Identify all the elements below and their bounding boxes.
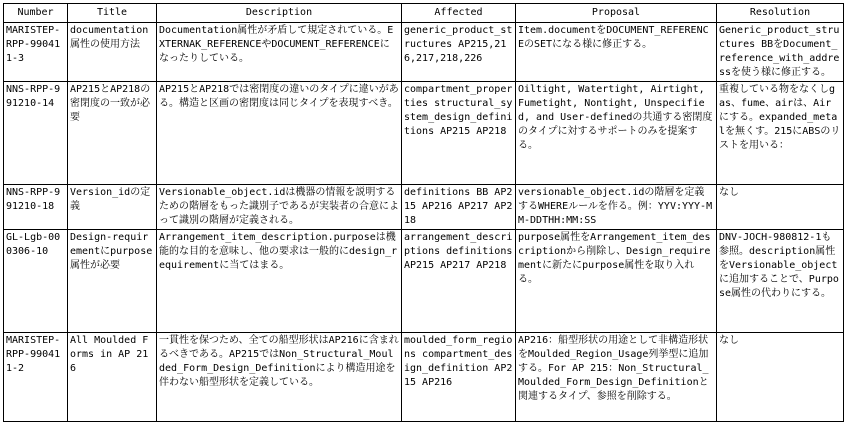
cell-title: Version_idの定義: [68, 185, 157, 230]
cell-proposal: Oiltight, Watertight, Airtight, Fumetight, Nontight, Unspecified, and User-definedの共通する密閉度のタイプに対するサポートのみを提案する。: [516, 82, 717, 185]
cell-title: Design-requirementにpurpose属性が必要: [68, 230, 157, 333]
cell-resolution: なし: [717, 333, 844, 422]
header-title: Title: [68, 4, 157, 23]
cell-resolution: Generic_product_structures BBをDocument_reference_with_addressを使う様に修正する。: [717, 23, 844, 82]
cell-number: NNS-RPP-991210-18: [4, 185, 68, 230]
cell-number: NNS-RPP-991210-14: [4, 82, 68, 185]
cell-affected: compartment_properties structural_system_design_definitions AP215 AP218: [402, 82, 516, 185]
cell-affected: generic_product_structures AP215,216,217,218,226: [402, 23, 516, 82]
cell-title: documentation属性の使用方法: [68, 23, 157, 82]
table-row: [4, 82, 844, 185]
cell-description: Documentation属性が矛盾して規定されている。EXTERNAK_REFERENCEやDOCUMENT_REFERENCEになったりしている。: [157, 23, 402, 82]
cell-description: 一貫性を保つため、全ての船型形状はAP216に含まれるべきである。AP215ではNon_Structural_Moulded_Form_Design_Definitionにより構造用途を伴わない船型形状を定義している。: [157, 333, 402, 422]
cell-affected: arrangement_descriptions definitions AP215 AP217 AP218: [402, 230, 516, 333]
header-row: [4, 4, 844, 23]
cell-resolution: なし: [717, 185, 844, 230]
table-row: [4, 23, 844, 82]
cell-title: All Moulded Forms in AP 216: [68, 333, 157, 422]
header-proposal: Proposal: [516, 4, 717, 23]
cell-description: Arrangement_item_description.purposeは機能的な目的を意味し、他の要求は一般的にdesign_requirementに当てはまる。: [157, 230, 402, 333]
cell-resolution: DNV-JOCH-980812-1も参照。description属性をVersionable_objectに追加することで、Purpose属性の代わりにする。: [717, 230, 844, 333]
cell-description: Versionable_object.idは機器の情報を説明するための階層をもった識別子であるが実装者の合意によって識別の階層が定義される。: [157, 185, 402, 230]
header-resolution: Resolution: [717, 4, 844, 23]
cell-number: MARISTEP-RPP-990411-3: [4, 23, 68, 82]
issues-table: [3, 3, 844, 422]
cell-affected: definitions BB AP215 AP216 AP217 AP218: [402, 185, 516, 230]
cell-description: AP215とAP218では密閉度の違いのタイプに違いがある。構造と区画の密閉度は同じタイプを表現すべき。: [157, 82, 402, 185]
cell-affected: moulded_form_regions compartment_design_definition AP215 AP216: [402, 333, 516, 422]
cell-proposal: Item.documentをDOCUMENT_REFERENCEのSETになる様に修正する。: [516, 23, 717, 82]
header-description: Description: [157, 4, 402, 23]
cell-number: MARISTEP-RPP-990411-2: [4, 333, 68, 422]
table-row: [4, 230, 844, 333]
table-row: [4, 333, 844, 422]
cell-proposal: AP216：船型形状の用途として非構造形状をMoulded_Region_Usage列挙型に追加する。For AP 215：Non_Structural_Moulded_Form_Design_Definitionと関連するタイプ、参照を削除する。: [516, 333, 717, 422]
cell-proposal: versionable_object.idの階層を定義するWHEREルールを作る。例：YYV:YYY-MM-DDTHH:MM:SS: [516, 185, 717, 230]
cell-resolution: 重複している物をなくしgas、fume、airは、Airにする。expanded_metalを無くす。215にABSのリストを用いる：: [717, 82, 844, 185]
cell-number: GL-Lgb-000306-10: [4, 230, 68, 333]
cell-title: AP215とAP218の密閉度の一致が必要: [68, 82, 157, 185]
header-number: Number: [4, 4, 68, 23]
cell-proposal: purpose属性をArrangement_item_descriptionから削除し、Design_requirementに新たにpurpose属性を取り入れる。: [516, 230, 717, 333]
header-affected: Affected: [402, 4, 516, 23]
table-row: [4, 185, 844, 230]
page: [3, 3, 844, 422]
